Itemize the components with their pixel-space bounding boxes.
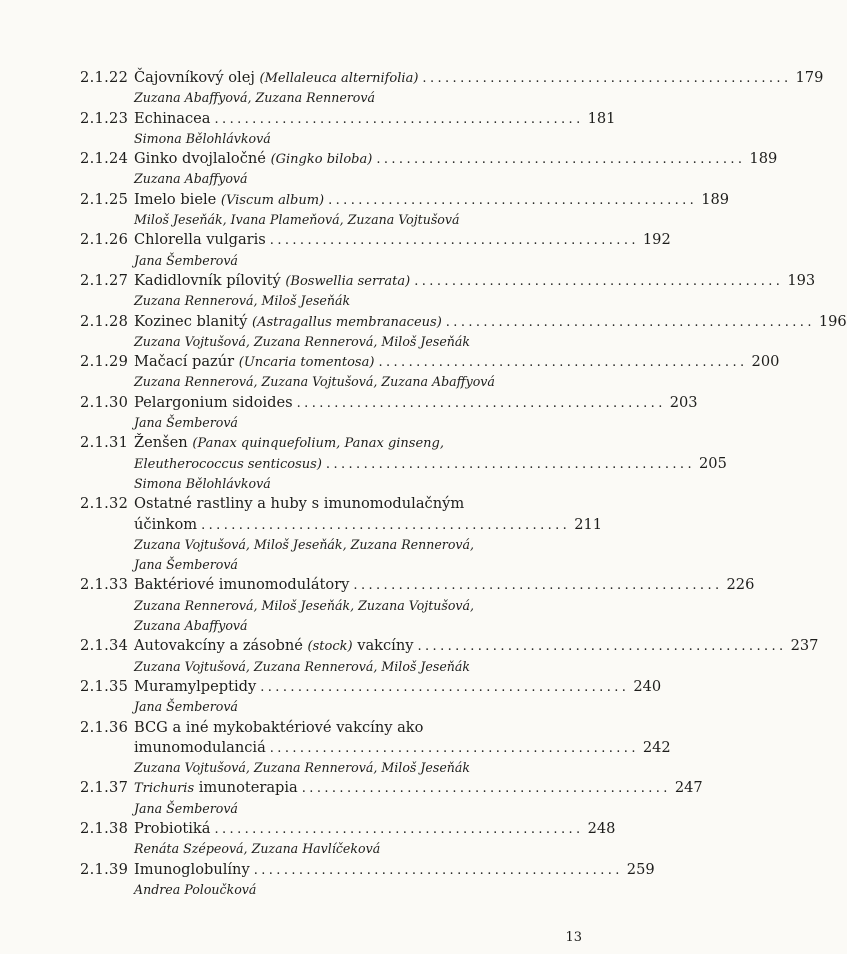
page-number-ref[interactable]: 203 bbox=[669, 393, 698, 411]
section-title bbox=[134, 352, 374, 373]
section-title-text: Ginko dvojlaločné bbox=[134, 150, 271, 168]
section-authors: Jana Šemberová bbox=[134, 415, 238, 431]
section-authors: Zuzana Vojtušová, Zuzana Rennerová, Miloš Jeseňák bbox=[134, 658, 471, 674]
toc-entry-line bbox=[80, 718, 548, 738]
dot-leader: ................................................. bbox=[328, 192, 698, 208]
toc-entry[interactable] bbox=[80, 190, 730, 231]
section-title-latin: (Panax quinquefolium, Panax ginseng, bbox=[192, 436, 444, 452]
page-number-ref[interactable]: 193 bbox=[787, 271, 816, 289]
section-title-text: Chlorella vulgaris bbox=[134, 231, 266, 249]
section-authors: Zuzana Abaffyová bbox=[134, 171, 248, 187]
section-title-latin: (Gingko biloba) bbox=[270, 152, 373, 168]
section-title bbox=[134, 575, 349, 595]
toc-entry-line bbox=[80, 68, 824, 88]
section-title-suffix: imunoterapia bbox=[194, 779, 298, 797]
section-number: 2.1.34 bbox=[80, 637, 129, 655]
dot-leader: ................................................. bbox=[301, 781, 671, 797]
dot-leader: ................................................. bbox=[353, 578, 723, 594]
dot-leader: ................................................. bbox=[376, 152, 746, 168]
dot-leader: ................................................. bbox=[214, 111, 584, 127]
section-title bbox=[134, 393, 293, 413]
page-number-ref[interactable]: 192 bbox=[642, 231, 671, 249]
toc-entry-line bbox=[80, 494, 548, 514]
toc-entry-line bbox=[80, 271, 816, 291]
toc-entry-line bbox=[80, 575, 755, 595]
page-number: 13 bbox=[565, 930, 582, 945]
dot-leader: ................................................. bbox=[414, 273, 784, 289]
toc-entry[interactable] bbox=[80, 149, 778, 190]
section-title-text: Probiotiká bbox=[134, 819, 211, 837]
dot-leader: ................................................. bbox=[422, 71, 792, 86]
dot-leader: ................................................. bbox=[253, 862, 623, 878]
section-title-text: Baktériové imunomodulátory bbox=[134, 576, 350, 594]
section-title-text: Muramylpeptidy bbox=[134, 677, 257, 695]
toc-entry-line bbox=[80, 819, 616, 839]
section-number: 2.1.32 bbox=[80, 495, 129, 513]
toc-entry[interactable] bbox=[80, 312, 847, 353]
toc-entry[interactable] bbox=[80, 68, 824, 109]
section-title-text: Imunoglobulíny bbox=[134, 860, 250, 878]
section-title bbox=[134, 778, 298, 799]
toc-entry[interactable] bbox=[80, 819, 616, 860]
section-number: 2.1.31 bbox=[80, 434, 129, 452]
toc-entry-line bbox=[80, 778, 703, 798]
section-number: 2.1.26 bbox=[80, 231, 129, 249]
toc-entry[interactable] bbox=[80, 860, 655, 901]
toc-entry-line bbox=[80, 109, 616, 129]
section-number: 2.1.39 bbox=[80, 860, 129, 878]
section-title bbox=[134, 860, 250, 880]
section-authors: Renáta Szépeová, Zuzana Havlíčeková bbox=[134, 841, 381, 857]
page-number-ref[interactable]: 248 bbox=[587, 819, 616, 837]
dot-leader: ................................................. bbox=[201, 517, 571, 533]
section-title-text: BCG a iné mykobaktériové vakcíny ako bbox=[134, 718, 424, 736]
section-title bbox=[134, 433, 444, 454]
section-title-latin: (Mellaleuca alternifolia) bbox=[259, 71, 419, 86]
toc-entry-continuation bbox=[80, 515, 603, 535]
section-title bbox=[134, 718, 423, 738]
page-number-ref[interactable]: 200 bbox=[751, 353, 780, 371]
dot-leader: ................................................. bbox=[214, 821, 584, 837]
toc-entry[interactable] bbox=[80, 575, 755, 636]
page-number-ref[interactable]: 189 bbox=[749, 150, 778, 168]
section-title bbox=[134, 68, 418, 89]
page-number-ref[interactable]: 179 bbox=[795, 69, 824, 86]
dot-leader: ................................................. bbox=[260, 679, 630, 695]
section-number: 2.1.30 bbox=[80, 393, 129, 411]
section-authors: Jana Šemberová bbox=[134, 252, 238, 268]
toc-entry[interactable] bbox=[80, 393, 698, 434]
section-title-continuation bbox=[134, 454, 322, 475]
section-authors: Jana Šemberová bbox=[134, 699, 238, 715]
dot-leader: ................................................. bbox=[269, 233, 639, 249]
section-title-text: Pelargonium sidoides bbox=[134, 393, 293, 411]
section-authors: Jana Šemberová bbox=[134, 800, 238, 816]
dot-leader: ................................................. bbox=[296, 395, 666, 411]
section-title bbox=[134, 677, 256, 697]
page-number-ref[interactable]: 237 bbox=[790, 637, 819, 655]
toc-entry[interactable] bbox=[80, 718, 671, 779]
toc-entry[interactable] bbox=[80, 778, 703, 819]
section-title-continuation bbox=[134, 738, 266, 758]
toc-entry[interactable] bbox=[80, 677, 662, 718]
section-authors: Zuzana Abaffyová bbox=[134, 618, 248, 634]
section-title-text: Kadidlovník pílovitý bbox=[134, 271, 286, 289]
page-number-ref[interactable]: 189 bbox=[701, 190, 730, 208]
section-number: 2.1.33 bbox=[80, 576, 129, 594]
section-authors: Zuzana Rennerová, Miloš Jeseňák, Zuzana Vojtušová, bbox=[134, 597, 475, 613]
section-title-latin: Eleutherococcus senticosus) bbox=[134, 456, 322, 472]
toc-entry-continuation bbox=[80, 738, 671, 758]
page-number-ref[interactable]: 242 bbox=[642, 738, 671, 756]
page-number-ref[interactable]: 205 bbox=[699, 454, 727, 472]
toc-entry[interactable] bbox=[80, 352, 780, 393]
section-title bbox=[134, 494, 464, 514]
section-number: 2.1.35 bbox=[80, 677, 129, 695]
table-of-contents bbox=[80, 68, 847, 900]
section-title bbox=[134, 636, 413, 657]
section-title-text: Kozinec blanitý bbox=[134, 312, 253, 330]
page-number-ref[interactable]: 196 bbox=[818, 312, 847, 330]
section-title-text: Mačací pazúr bbox=[134, 353, 239, 371]
page-number-ref[interactable]: 226 bbox=[726, 576, 755, 594]
section-title bbox=[134, 271, 410, 292]
section-authors: Simona Bělohlávková bbox=[134, 475, 271, 491]
section-number: 2.1.29 bbox=[80, 353, 129, 371]
section-authors: Andrea Poloučková bbox=[134, 881, 257, 897]
page-number-ref[interactable]: 259 bbox=[626, 860, 655, 878]
dot-leader: ................................................. bbox=[378, 355, 748, 371]
section-title bbox=[134, 819, 210, 839]
dot-leader: ................................................. bbox=[325, 456, 695, 472]
toc-entry[interactable] bbox=[80, 230, 671, 271]
section-number: 2.1.22 bbox=[80, 69, 129, 86]
section-authors: Zuzana Abaffyová, Zuzana Rennerová bbox=[134, 90, 376, 106]
toc-entry[interactable] bbox=[80, 271, 816, 312]
section-title bbox=[134, 149, 372, 170]
section-title-latin: (Uncaria tomentosa) bbox=[238, 355, 375, 371]
dot-leader: ................................................. bbox=[417, 639, 787, 655]
toc-entry-line bbox=[80, 636, 819, 656]
section-number: 2.1.37 bbox=[80, 779, 129, 797]
section-number: 2.1.27 bbox=[80, 271, 129, 289]
section-title-text: imunomodulanciá bbox=[134, 738, 266, 756]
section-title bbox=[134, 190, 324, 211]
section-title-latin: (Viscum album) bbox=[220, 192, 325, 208]
section-number: 2.1.36 bbox=[80, 718, 129, 736]
section-title-latin: (Astragallus membranaceus) bbox=[252, 314, 442, 330]
toc-entry-line bbox=[80, 352, 780, 372]
section-title-continuation bbox=[134, 515, 197, 535]
toc-entry-continuation bbox=[80, 454, 727, 474]
dot-leader: ................................................. bbox=[269, 740, 639, 756]
section-title-latin: Trichuris bbox=[134, 781, 195, 797]
page-number-ref[interactable]: 211 bbox=[574, 515, 603, 533]
section-number: 2.1.38 bbox=[80, 819, 129, 837]
toc-entry-line bbox=[80, 149, 778, 169]
page-number-ref[interactable]: 181 bbox=[587, 109, 616, 127]
toc-entry-line bbox=[80, 433, 548, 453]
toc-entry[interactable] bbox=[80, 109, 616, 150]
section-title-text: Echinacea bbox=[134, 109, 211, 127]
section-authors: Zuzana Vojtušová, Zuzana Rennerová, Miloš Jeseňák bbox=[134, 760, 471, 776]
section-title-latin: (stock) bbox=[307, 639, 353, 655]
section-title bbox=[134, 230, 266, 250]
section-authors: Zuzana Rennerová, Miloš Jeseňák bbox=[134, 293, 351, 309]
toc-entry[interactable] bbox=[80, 636, 819, 677]
section-authors: Jana Šemberová bbox=[134, 557, 238, 573]
section-authors: Zuzana Rennerová, Zuzana Vojtušová, Zuzana Abaffyová bbox=[134, 374, 495, 390]
toc-entry[interactable] bbox=[80, 433, 727, 494]
section-number: 2.1.28 bbox=[80, 312, 129, 330]
section-authors: Zuzana Vojtušová, Zuzana Rennerová, Miloš Jeseňák bbox=[134, 333, 471, 349]
page-number-ref[interactable]: 247 bbox=[674, 779, 703, 797]
toc-entry-line bbox=[80, 677, 662, 697]
section-title-text: Autovakcíny a zásobné bbox=[134, 637, 308, 655]
section-number: 2.1.24 bbox=[80, 150, 129, 168]
section-title-text: Imelo biele bbox=[134, 190, 221, 208]
section-title-text: Ostatné rastliny a huby s imunomodulačným bbox=[134, 495, 465, 513]
section-title-suffix: vakcíny bbox=[352, 637, 414, 655]
toc-entry-line bbox=[80, 860, 655, 880]
page-number-ref[interactable]: 240 bbox=[633, 677, 662, 695]
dot-leader: ................................................. bbox=[445, 314, 815, 330]
section-title bbox=[134, 312, 442, 333]
section-title-text: Ženšen bbox=[134, 434, 193, 452]
toc-entry[interactable] bbox=[80, 494, 603, 575]
toc-entry-line bbox=[80, 393, 698, 413]
toc-entry-line bbox=[80, 190, 730, 210]
toc-entry-line bbox=[80, 230, 671, 250]
section-number: 2.1.23 bbox=[80, 109, 129, 127]
section-title-text: účinkom bbox=[134, 515, 198, 533]
section-title-text: Čajovníkový olej bbox=[134, 69, 260, 86]
section-title-latin: (Boswellia serrata) bbox=[285, 273, 411, 289]
section-title bbox=[134, 109, 211, 129]
section-number: 2.1.25 bbox=[80, 190, 129, 208]
toc-entry-line bbox=[80, 312, 847, 332]
section-authors: Zuzana Vojtušová, Miloš Jeseňák, Zuzana Rennerová, bbox=[134, 536, 475, 552]
section-authors: Simona Bělohlávková bbox=[134, 130, 271, 146]
section-authors: Miloš Jeseňák, Ivana Plameňová, Zuzana Vojtušová bbox=[134, 212, 460, 228]
